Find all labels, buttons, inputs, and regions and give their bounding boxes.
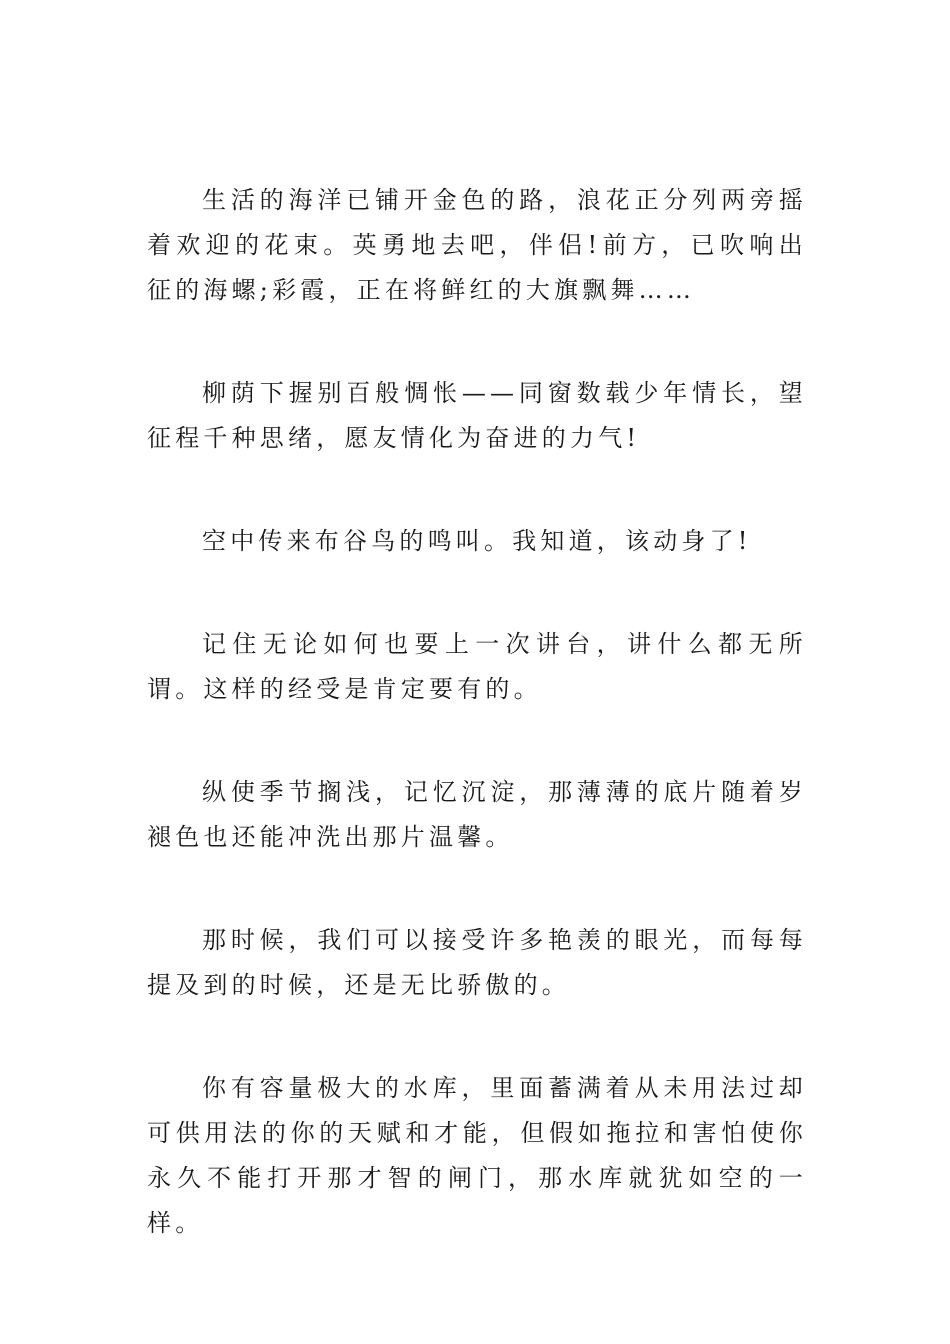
paragraph-6: 那时候，我们可以接受许多艳羡的眼光，而每每提及到的时候，还是无比骄傲的。 xyxy=(147,926,807,999)
paragraph-spacer xyxy=(147,1008,807,1066)
paragraph-2: 柳荫下握别百般惆怅——同窗数载少年情长，望征程千种思绪，愿友情化为奋进的力气! xyxy=(147,379,807,452)
paragraph-spacer xyxy=(147,564,807,622)
paragraph-5: 纵使季节搁浅，记忆沉淀，那薄薄的底片随着岁褪色也还能冲洗出那片温馨。 xyxy=(147,778,807,851)
paragraph-spacer xyxy=(147,461,807,519)
paragraph-3: 空中传来布谷鸟的鸣叫。我知道，该动身了! xyxy=(202,527,752,555)
paragraph-spacer xyxy=(147,313,807,371)
paragraph-1: 生活的海洋已铺开金色的路，浪花正分列两旁摇着欢迎的花束。英勇地去吧，伴侣!前方，已吹响出征的海螺;彩霞，正在将鲜红的大旗飘舞…… xyxy=(147,186,807,304)
paragraph-spacer xyxy=(147,860,807,918)
paragraph-spacer xyxy=(147,712,807,770)
paragraph-7: 你有容量极大的水库，里面蓄满着从未用法过却可供用法的你的天赋和才能，但假如拖拉和害怕使你永久不能打开那才智的闸门，那水库就犹如空的一样。 xyxy=(147,1074,807,1237)
document-body xyxy=(147,178,807,1246)
paragraph-4: 记住无论如何也要上一次讲台，讲什么都无所谓。这样的经受是肯定要有的。 xyxy=(147,630,807,703)
